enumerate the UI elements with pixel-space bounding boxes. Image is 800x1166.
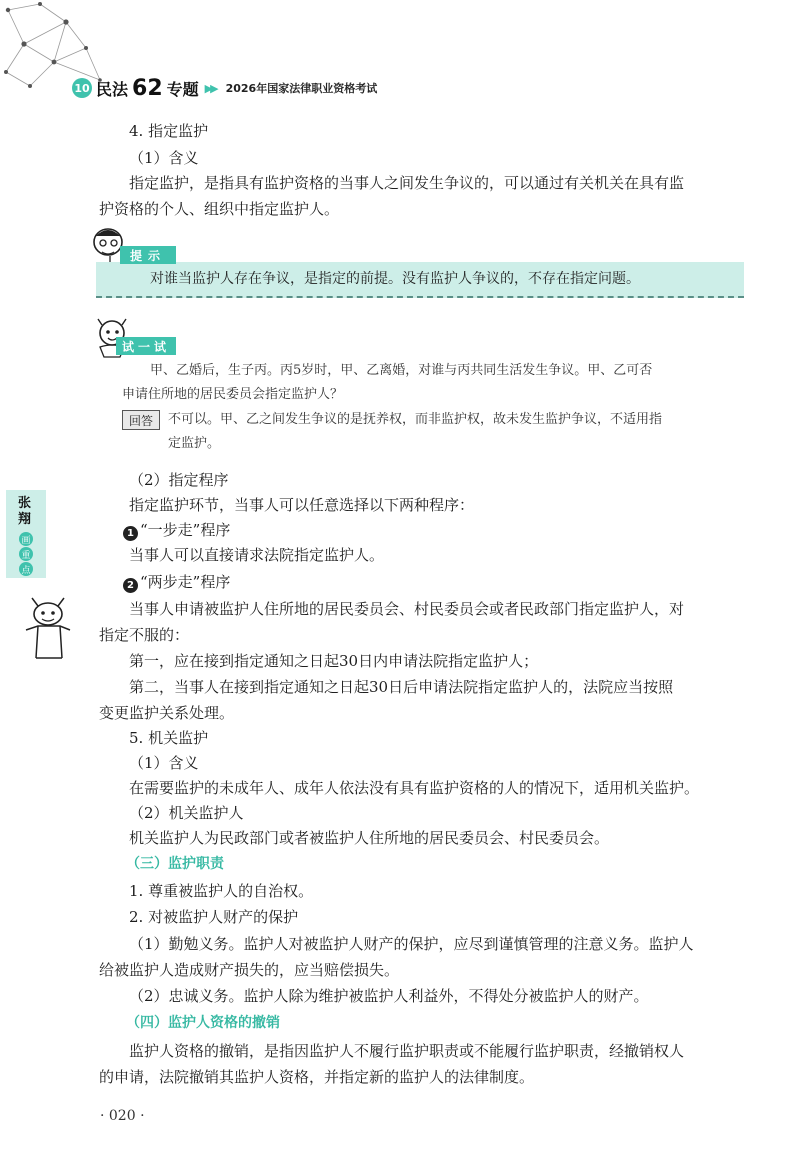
section-4-title: 4. 指定监护 <box>129 122 209 140</box>
paragraph: 的申请，法院撤销其监护人资格，并指定新的监护人的法律制度。 <box>99 1068 535 1086</box>
answer-text: 不可以。甲、乙之间发生争议的是抚养权，而非监护权，故未发生监护争议，不适用指 <box>168 412 663 427</box>
try-question: 申请住所地的居民委员会指定监护人？ <box>122 387 344 402</box>
page-number: · 020 · <box>100 1108 145 1124</box>
paragraph: 当事人可以直接请求法院指定监护人。 <box>129 546 385 564</box>
side-name: 翔 <box>18 512 32 527</box>
paragraph: 第二，当事人在接到指定通知之日起30日后申请法院指定监护人的，法院应当按照 <box>129 678 674 696</box>
try-question: 甲、乙婚后，生子丙。丙5岁时，甲、乙离婚，对谁与丙共同生活发生争议。甲、乙可否 <box>150 363 653 378</box>
section-4-2-title: （2）指定程序 <box>129 471 229 489</box>
answer-text: 定监护。 <box>168 436 221 451</box>
section-4-1-title: （1）含义 <box>129 149 199 167</box>
side-dot-icon: 点 <box>19 562 33 576</box>
paragraph: 机关监护人为民政部门或者被监护人住所地的居民委员会、村民委员会。 <box>129 829 610 847</box>
heading-duties: （三）监护职责 <box>126 856 224 872</box>
paragraph: 护资格的个人、组织中指定监护人。 <box>99 200 340 218</box>
double-arrow-icon: ▶▶ <box>204 81 216 95</box>
step-2-title: 2 “两步走”程序 <box>123 571 230 593</box>
page-header <box>72 76 377 100</box>
step-2-number-icon: 2 <box>123 578 138 593</box>
paragraph: 2. 对被监护人财产的保护 <box>129 908 299 926</box>
paragraph: 当事人申请被监护人住所地的居民委员会、村民委员会或者民政部门指定监护人，对 <box>129 600 685 618</box>
paragraph: 监护人资格的撤销，是指因监护人不履行监护职责或不能履行监护职责，经撤销权人 <box>129 1042 685 1060</box>
paragraph: 第一，应在接到指定通知之日起30日内申请法院指定监护人； <box>129 652 539 670</box>
side-tab <box>6 490 46 578</box>
paragraph: （2）忠诚义务。监护人除为维护被监护人利益外，不得处分被监护人的财产。 <box>129 987 649 1005</box>
paragraph: 变更监护关系处理。 <box>99 704 235 722</box>
header-number: 62 <box>132 75 163 101</box>
tip-text: 对谁当监护人存在争议，是指定的前提。没有监护人争议的，不存在指定问题。 <box>150 271 640 287</box>
side-dot-icon: 重 <box>19 547 33 561</box>
paragraph: 指定不服的： <box>99 626 190 644</box>
section-5-title: 5. 机关监护 <box>129 729 209 747</box>
paragraph: （1）勤勉义务。监护人对被监护人财产的保护，应尽到谨慎管理的注意义务。监护人 <box>129 935 694 953</box>
side-dot-icon: 画 <box>19 532 33 546</box>
step-1-title: 1 “一步走”程序 <box>123 519 230 541</box>
tip-label: 提示 <box>120 246 176 264</box>
paragraph: 给被监护人造成财产损失的，应当赔偿损失。 <box>99 961 400 979</box>
section-5-2-title: （2）机关监护人 <box>129 804 244 822</box>
header-subtitle: 2026年国家法律职业资格考试 <box>225 82 378 95</box>
mascot-side-icon <box>22 592 74 662</box>
paragraph: 在需要监护的未成年人、成年人依法没有具有监护资格的人的情况下，适用机关监护。 <box>129 779 700 797</box>
answer-label: 回答 <box>122 410 160 430</box>
section-5-1-title: （1）含义 <box>129 754 199 772</box>
topic-badge-icon: 10 <box>72 78 92 98</box>
header-title: 民法 <box>96 79 129 99</box>
paragraph: 指定监护环节，当事人可以任意选择以下两种程序： <box>129 496 475 514</box>
paragraph: 指定监护，是指具有监护资格的当事人之间发生争议的，可以通过有关机关在具有监 <box>129 174 685 192</box>
try-label: 试一试 <box>116 337 176 355</box>
side-name: 张 <box>18 496 32 511</box>
header-unit: 专题 <box>166 79 199 99</box>
paragraph: 1. 尊重被监护人的自治权。 <box>129 882 314 900</box>
step-1-number-icon: 1 <box>123 526 138 541</box>
heading-revocation: （四）监护人资格的撤销 <box>126 1015 280 1031</box>
